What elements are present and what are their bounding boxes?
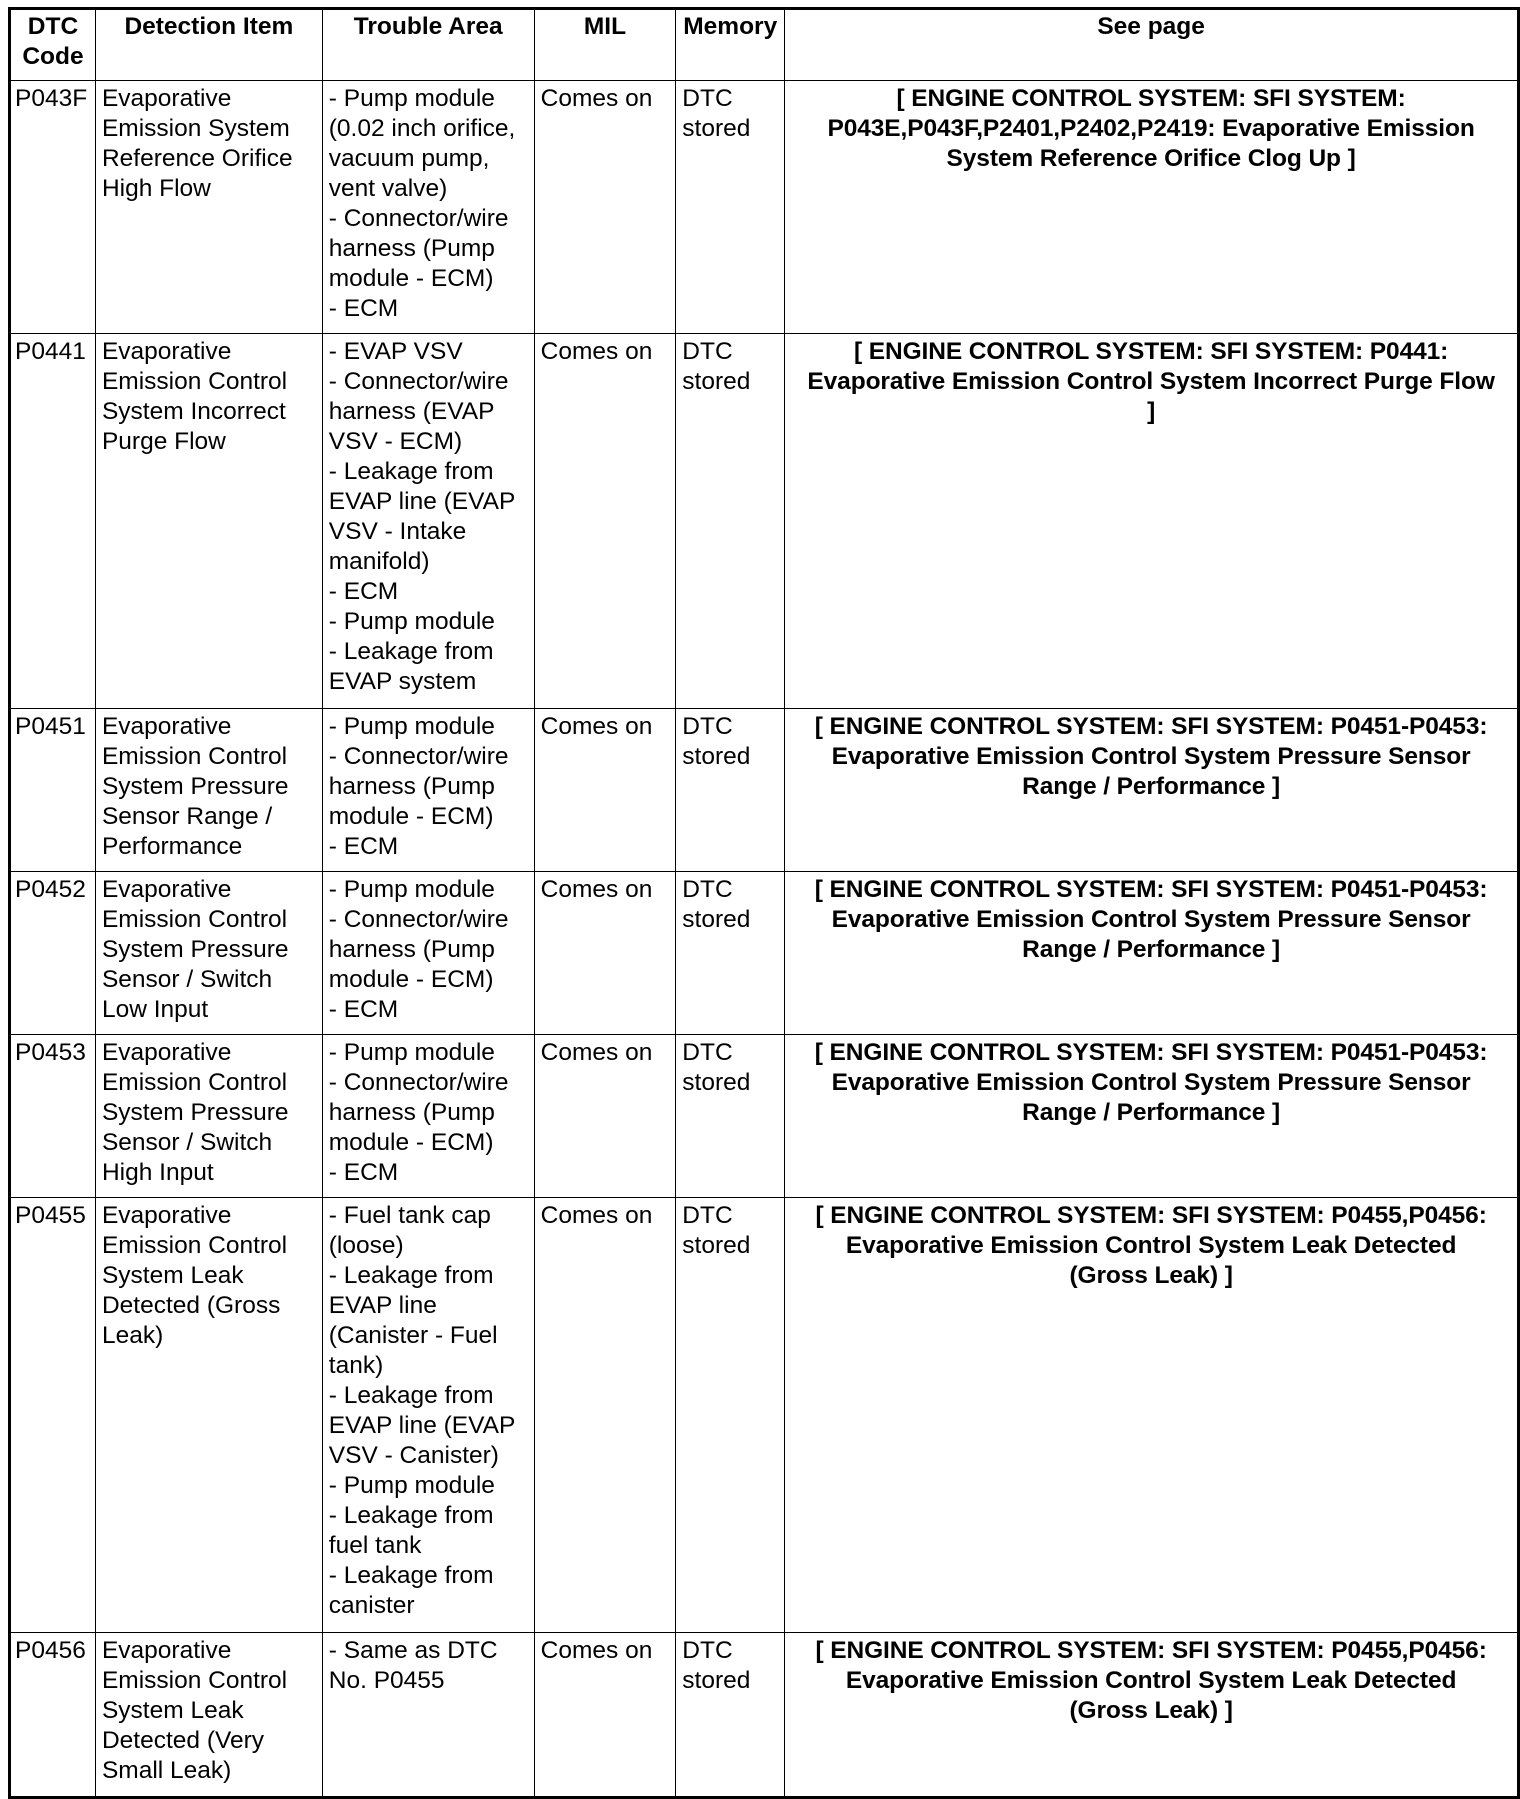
- trouble-area-cell-line: vent valve): [328, 175, 448, 202]
- detection-item-cell-line: System Leak: [101, 1262, 244, 1289]
- trouble-area-cell-line: - Connector/wire: [328, 1069, 509, 1096]
- see-page-link[interactable]: [785, 81, 1519, 334]
- memory-cell: [676, 872, 785, 1035]
- mil-cell: Comes on: [534, 872, 676, 1035]
- memory-cell: [676, 1633, 785, 1798]
- trouble-area-cell-line: fuel tank: [328, 1532, 422, 1559]
- trouble-area-cell-line: harness (EVAP: [328, 398, 495, 425]
- mil-cell: Comes on: [534, 1198, 676, 1633]
- memory-cell: [676, 334, 785, 709]
- mil-cell: Comes on: [534, 709, 676, 872]
- trouble-area-cell-line: harness (Pump: [328, 1099, 495, 1126]
- see-page-link[interactable]: [785, 1633, 1519, 1798]
- detection-item-cell: [95, 1633, 322, 1798]
- memory-cell-line: stored: [682, 1232, 751, 1259]
- detection-item-cell-line: Emission Control: [101, 1069, 288, 1096]
- see-page-link-line: Range / Performance ]: [1022, 773, 1281, 800]
- trouble-area-cell-line: canister: [328, 1592, 415, 1619]
- see-page-link-line: [ ENGINE CONTROL SYSTEM: SFI SYSTEM: P0455,P0456:: [815, 1637, 1487, 1664]
- trouble-area-cell-line: manifold): [328, 548, 430, 575]
- trouble-area-cell-line: - ECM: [328, 833, 399, 860]
- detection-item-cell-line: System Leak: [101, 1697, 244, 1724]
- trouble-area-cell-line: - Connector/wire: [328, 743, 509, 770]
- detection-item-cell-line: Low Input: [101, 996, 209, 1023]
- detection-item-cell: [95, 81, 322, 334]
- detection-item-cell-line: System Pressure: [101, 936, 289, 963]
- memory-cell: [676, 1198, 785, 1633]
- detection-item-cell-line: Purge Flow: [101, 428, 226, 455]
- detection-item-cell-line: Evaporative: [101, 713, 232, 740]
- memory-cell: [676, 1035, 785, 1198]
- dtc-code-cell: P043F: [10, 81, 96, 334]
- trouble-area-cell: [322, 334, 534, 709]
- see-page-link-line: Range / Performance ]: [1022, 1099, 1281, 1126]
- trouble-area-cell-line: - Connector/wire: [328, 205, 509, 232]
- detection-item-cell-line: Evaporative: [101, 1202, 232, 1229]
- trouble-area-cell-line: harness (Pump: [328, 936, 495, 963]
- trouble-area-cell-line: - Pump module: [328, 713, 495, 740]
- detection-item-cell: [95, 1198, 322, 1633]
- detection-item-cell-line: Emission Control: [101, 743, 288, 770]
- memory-cell-line: DTC: [682, 85, 733, 112]
- trouble-area-cell-line: tank): [328, 1352, 384, 1379]
- trouble-area-cell-line: - ECM: [328, 578, 399, 605]
- see-page-link-line: Evaporative Emission Control System Leak Detected: [845, 1667, 1457, 1694]
- table-row: [10, 1198, 1519, 1633]
- detection-item-cell-line: Emission Control: [101, 1667, 288, 1694]
- trouble-area-cell-line: EVAP line (EVAP: [328, 1412, 516, 1439]
- trouble-area-cell-line: harness (Pump: [328, 773, 495, 800]
- trouble-area-cell-line: - Pump module: [328, 608, 495, 635]
- header-trouble-area: Trouble Area: [322, 9, 534, 81]
- trouble-area-cell-line: - Connector/wire: [328, 906, 509, 933]
- memory-cell-line: stored: [682, 115, 751, 142]
- table-row: [10, 1633, 1519, 1798]
- trouble-area-cell-line: - Leakage from: [328, 1562, 494, 1589]
- see-page-link[interactable]: [785, 1035, 1519, 1198]
- memory-cell-line: DTC: [682, 713, 733, 740]
- detection-item-cell: [95, 334, 322, 709]
- header-detection-item: Detection Item: [95, 9, 322, 81]
- memory-cell-line: DTC: [682, 876, 733, 903]
- dtc-code-cell: P0456: [10, 1633, 96, 1798]
- mil-cell: Comes on: [534, 334, 676, 709]
- see-page-link-line: [ ENGINE CONTROL SYSTEM: SFI SYSTEM: P0451-P0453:: [814, 876, 1488, 903]
- header-row: [10, 9, 1519, 81]
- header-see-page: See page: [785, 9, 1519, 81]
- see-page-link-line: (Gross Leak) ]: [1069, 1262, 1233, 1289]
- see-page-link-line: [ ENGINE CONTROL SYSTEM: SFI SYSTEM: P0441:: [853, 338, 1449, 365]
- mil-cell: Comes on: [534, 1035, 676, 1198]
- trouble-area-cell-line: - Leakage from: [328, 1262, 494, 1289]
- detection-item-cell-line: Evaporative: [101, 876, 232, 903]
- memory-cell-line: stored: [682, 368, 751, 395]
- trouble-area-cell-line: (Canister - Fuel: [328, 1322, 498, 1349]
- trouble-area-cell-line: - Same as DTC: [328, 1637, 498, 1664]
- see-page-link-line: ]: [1147, 398, 1156, 425]
- detection-item-cell-line: System Pressure: [101, 773, 289, 800]
- detection-item-cell-line: High Flow: [101, 175, 211, 202]
- detection-item-cell-line: High Input: [101, 1159, 214, 1186]
- mil-cell: Comes on: [534, 81, 676, 334]
- detection-item-cell-line: System Pressure: [101, 1099, 289, 1126]
- see-page-link[interactable]: [785, 1198, 1519, 1633]
- detection-item-cell: [95, 872, 322, 1035]
- see-page-link-line: Evaporative Emission Control System Pressure Sensor: [831, 906, 1471, 933]
- mil-cell: Comes on: [534, 1633, 676, 1798]
- detection-item-cell-line: Evaporative: [101, 1039, 232, 1066]
- see-page-link-line: Range / Performance ]: [1022, 936, 1281, 963]
- detection-item-cell: [95, 1035, 322, 1198]
- see-page-link-line: [ ENGINE CONTROL SYSTEM: SFI SYSTEM:: [896, 85, 1406, 112]
- detection-item-cell-line: System Incorrect: [101, 398, 286, 425]
- trouble-area-cell-line: vacuum pump,: [328, 145, 490, 172]
- memory-cell-line: DTC: [682, 1637, 733, 1664]
- see-page-link-line: Evaporative Emission Control System Pressure Sensor: [831, 1069, 1471, 1096]
- dtc-code-cell: P0455: [10, 1198, 96, 1633]
- trouble-area-cell-line: EVAP line: [328, 1292, 437, 1319]
- dtc-code-cell: P0441: [10, 334, 96, 709]
- see-page-link-line: [ ENGINE CONTROL SYSTEM: SFI SYSTEM: P0451-P0453:: [814, 713, 1488, 740]
- detection-item-cell-line: Evaporative: [101, 1637, 232, 1664]
- table-row: [10, 334, 1519, 709]
- trouble-area-cell-line: VSV - Intake: [328, 518, 467, 545]
- trouble-area-cell-line: - Pump module: [328, 876, 495, 903]
- trouble-area-cell-line: module - ECM): [328, 1129, 494, 1156]
- memory-cell-line: stored: [682, 743, 751, 770]
- detection-item-cell-line: Reference Orifice: [101, 145, 293, 172]
- table-row: [10, 709, 1519, 872]
- trouble-area-cell-line: (0.02 inch orifice,: [328, 115, 516, 142]
- header-dtc-code: DTC Code: [10, 9, 96, 81]
- see-page-link-line: (Gross Leak) ]: [1069, 1697, 1233, 1724]
- detection-item-cell-line: Detected (Gross: [101, 1292, 281, 1319]
- trouble-area-cell-line: - Fuel tank cap: [328, 1202, 491, 1229]
- memory-cell-line: stored: [682, 906, 751, 933]
- detection-item-cell-line: Sensor Range /: [101, 803, 273, 830]
- memory-cell-line: DTC: [682, 1039, 733, 1066]
- table-row: [10, 1035, 1519, 1198]
- table-row: [10, 81, 1519, 334]
- trouble-area-cell: [322, 1633, 534, 1798]
- detection-item-cell-line: Emission Control: [101, 368, 288, 395]
- trouble-area-cell-line: VSV - ECM): [328, 428, 463, 455]
- dtc-code-cell: P0453: [10, 1035, 96, 1198]
- trouble-area-cell-line: harness (Pump: [328, 235, 495, 262]
- trouble-area-cell-line: EVAP system: [328, 668, 477, 695]
- detection-item-cell-line: Small Leak): [101, 1757, 232, 1784]
- memory-cell-line: stored: [682, 1069, 751, 1096]
- memory-cell-line: stored: [682, 1667, 751, 1694]
- detection-item-cell-line: Emission Control: [101, 1232, 288, 1259]
- detection-item-cell-line: Sensor / Switch: [101, 1129, 273, 1156]
- trouble-area-cell-line: - ECM: [328, 996, 399, 1023]
- trouble-area-cell: [322, 1198, 534, 1633]
- trouble-area-cell-line: - Leakage from: [328, 1502, 494, 1529]
- see-page-link[interactable]: [785, 872, 1519, 1035]
- memory-cell: [676, 81, 785, 334]
- detection-item-cell: [95, 709, 322, 872]
- see-page-link-line: System Reference Orifice Clog Up ]: [946, 145, 1356, 172]
- trouble-area-cell-line: VSV - Canister): [328, 1442, 499, 1469]
- trouble-area-cell-line: module - ECM): [328, 265, 494, 292]
- trouble-area-cell: [322, 872, 534, 1035]
- trouble-area-cell: [322, 709, 534, 872]
- see-page-link-line: Evaporative Emission Control System Incorrect Purge Flow: [807, 368, 1495, 395]
- table-body: [10, 81, 1519, 1798]
- trouble-area-cell: [322, 81, 534, 334]
- detection-item-cell-line: Detected (Very: [101, 1727, 265, 1754]
- see-page-link-line: Evaporative Emission Control System Pressure Sensor: [831, 743, 1471, 770]
- memory-cell-line: DTC: [682, 1202, 733, 1229]
- trouble-area-cell-line: (loose): [328, 1232, 404, 1259]
- trouble-area-cell-line: - EVAP VSV: [328, 338, 463, 365]
- detection-item-cell-line: Sensor / Switch: [101, 966, 273, 993]
- trouble-area-cell-line: module - ECM): [328, 966, 494, 993]
- trouble-area-cell-line: - Pump module: [328, 1039, 495, 1066]
- trouble-area-cell-line: - Leakage from: [328, 458, 494, 485]
- table-row: [10, 872, 1519, 1035]
- trouble-area-cell-line: - Leakage from: [328, 638, 494, 665]
- trouble-area-cell-line: - Leakage from: [328, 1382, 494, 1409]
- trouble-area-cell-line: - Connector/wire: [328, 368, 509, 395]
- see-page-link-line: Evaporative Emission Control System Leak Detected: [845, 1232, 1457, 1259]
- trouble-area-cell-line: - ECM: [328, 1159, 399, 1186]
- detection-item-cell-line: Emission Control: [101, 906, 288, 933]
- see-page-link-line: [ ENGINE CONTROL SYSTEM: SFI SYSTEM: P0451-P0453:: [814, 1039, 1488, 1066]
- detection-item-cell-line: Evaporative: [101, 85, 232, 112]
- detection-item-cell-line: Emission System: [101, 115, 290, 142]
- header-memory: Memory: [676, 9, 785, 81]
- detection-item-cell-line: Leak): [101, 1322, 164, 1349]
- detection-item-cell-line: Performance: [101, 833, 243, 860]
- trouble-area-cell: [322, 1035, 534, 1198]
- dtc-code-cell: P0451: [10, 709, 96, 872]
- trouble-area-cell-line: module - ECM): [328, 803, 494, 830]
- see-page-link-line: [ ENGINE CONTROL SYSTEM: SFI SYSTEM: P0455,P0456:: [815, 1202, 1487, 1229]
- trouble-area-cell-line: - Pump module: [328, 1472, 495, 1499]
- memory-cell-line: DTC: [682, 338, 733, 365]
- see-page-link[interactable]: [785, 334, 1519, 709]
- trouble-area-cell-line: - ECM: [328, 295, 399, 322]
- dtc-table: [8, 7, 1520, 1799]
- see-page-link-line: P043E,P043F,P2401,P2402,P2419: Evaporative Emission: [827, 115, 1475, 142]
- memory-cell: [676, 709, 785, 872]
- dtc-code-cell: P0452: [10, 872, 96, 1035]
- trouble-area-cell-line: - Pump module: [328, 85, 495, 112]
- see-page-link[interactable]: [785, 709, 1519, 872]
- trouble-area-cell-line: No. P0455: [328, 1667, 445, 1694]
- detection-item-cell-line: Evaporative: [101, 338, 232, 365]
- trouble-area-cell-line: EVAP line (EVAP: [328, 488, 516, 515]
- header-mil: MIL: [534, 9, 676, 81]
